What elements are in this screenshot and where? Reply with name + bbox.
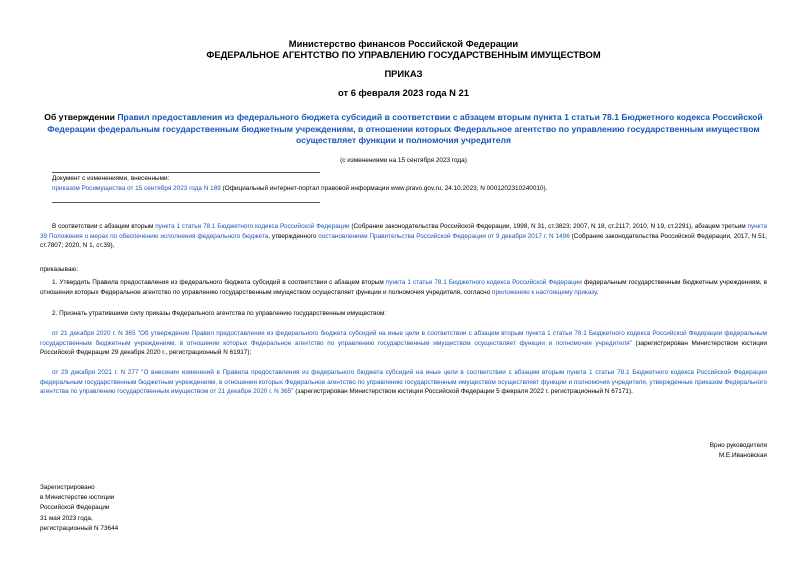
item-1-text-3: .	[596, 288, 599, 296]
item-1-paragraph	[40, 278, 767, 297]
registration-line-2: в Министерстве юстиции	[40, 494, 115, 502]
preamble-paragraph	[40, 222, 767, 251]
title-link[interactable]: Правил предоставления из федерального бюджета субсидий в соответствии с абзацем вторым пункта 1 статьи 78.1 Бюджетного кодекса Российской Федерации федеральным государственным бюджетным учреждениям, в отношении которых Федеральное агентство по управлению государственным имуществом осуществляет функции и полномочия учредителя	[47, 112, 763, 146]
link-appendix[interactable]: приложению к настоящему приказу	[492, 288, 597, 296]
document-type: ПРИКАЗ	[384, 68, 423, 79]
registration-line-1: Зарегистрировано	[40, 484, 95, 491]
item-1-text-2: федеральным государственным бюджетным учреждениям, в отношении которых Федеральное агентство по управлению государственным имуществом осуществляет функции и полномочия учредителя, согласно	[40, 279, 767, 296]
registration-line-3: Российской Федерации	[40, 504, 110, 512]
amendments-link[interactable]: приказом Росимущества от 15 сентября 2023 года N 189	[52, 185, 221, 192]
amendments-label: Документ с изменениями, внесенными:	[52, 175, 170, 182]
ministry-name: Министерство финансов Российской Федерации	[288, 38, 519, 49]
link-budget-execution-regulation[interactable]: пункта 39 Положения о мерах по обеспечению исполнения федерального бюджета	[40, 223, 767, 240]
amendments-rest: (Официальный интернет-портал правовой информации www.pravo.gov.ru, 24.10.2023, N 0001202310240010).	[220, 185, 548, 192]
registration-block	[40, 483, 118, 534]
title-prefix: Об утверждении	[44, 112, 118, 122]
preamble-text-2: (Собрание законодательства Российской Федерации, 1998, N 31, ст.3823; 2007, N 18, ст.2117; 2010, N 19, ст.2291), абзацем третьим	[349, 223, 748, 230]
registration-line-4: 31 мая 2023 года,	[40, 514, 93, 522]
item-1-text-1: 1. Утвердить Правила предоставления из федерального бюджета субсидий в соответствии с абзацем вторым	[52, 279, 386, 286]
preamble-text-1: В соответствии с абзацем вторым	[52, 223, 156, 230]
link-budget-code-article[interactable]: пункта 1 статьи 78.1 Бюджетного кодекса Российской Федерации	[155, 223, 350, 230]
agency-name: ФЕДЕРАЛЬНОЕ АГЕНТСТВО ПО УПРАВЛЕНИЮ ГОСУДАРСТВЕННЫМ ИМУЩЕСТВОМ	[206, 49, 601, 60]
repealed-order-2-rest: (зарегистрирован Министерством юстиции Российской Федерации 5 февраля 2022 г. регистрационный N 67171).	[293, 388, 633, 396]
changes-note: (с изменениями на 15 сентября 2023 года)	[340, 157, 467, 164]
document-title	[40, 112, 767, 147]
repealed-order-1-rest: (зарегистрирован Министерством юстиции Российской Федерации 29 декабря 2020 г., регистрационный N 61917);	[40, 339, 768, 357]
preamble-text-3: , утвержденного	[268, 232, 319, 240]
link-government-decree[interactable]: постановлением Правительства Российской Федерации от 9 декабря 2017 г. N 1496	[318, 232, 570, 240]
link-budget-code-article-2[interactable]: пункта 1 статьи 78.1 Бюджетного кодекса Российской Федерации	[385, 279, 582, 286]
repealed-order-1	[40, 329, 767, 358]
registration-line-5: регистрационный N 73644	[40, 524, 119, 532]
divider-top	[52, 172, 320, 173]
signature-name: М.Е.Ивановская	[718, 452, 767, 459]
signature-role: Врио руководителя	[709, 442, 767, 449]
preamble-text-4: (Собрание законодательства Российской Федерации, 2017, N 51, ст.7807; 2020, N 1, ст.39),	[40, 232, 767, 250]
link-order-277[interactable]: от 29 декабря 2021 г. N 277 "О внесении изменений в Правила предоставления из федерального бюджета субсидий на иные цели в соответствии с абзацем вторым пункта 1 статьи 78.1 Бюджетного кодекса Российской Федерации федеральным государственным бюджетным учреждениям, в отношении которых Федеральное агентство по управлению государственным имуществом осуществляет функции и полномочия учредителя, утвержденные приказом Федерального агентства по управлению государственным имуществом от 21 декабря 2020 г. N 365"	[40, 369, 767, 396]
repealed-order-2	[40, 368, 767, 397]
link-order-365[interactable]: от 21 декабря 2020 г. N 365 "Об утверждении Правил предоставления из федерального бюджета субсидий на иные цели в соответствии с абзацем вторым пункта 1 статьи 78.1 Бюджетного кодекса Российской Федерации федеральным государственным бюджетным учреждениям, в отношении которых Федеральное агентство по управлению государственным имуществом осуществляет функции и полномочия учредителя"	[40, 330, 767, 347]
order-word: приказываю:	[40, 266, 78, 273]
amendments-source	[52, 184, 772, 194]
item-2-paragraph: 2. Признать утратившими силу приказы Федерального агентства по управлению государственным имуществом:	[52, 310, 387, 317]
document-date: от 6 февраля 2023 года N 21	[338, 87, 469, 98]
divider-bottom	[52, 202, 320, 203]
